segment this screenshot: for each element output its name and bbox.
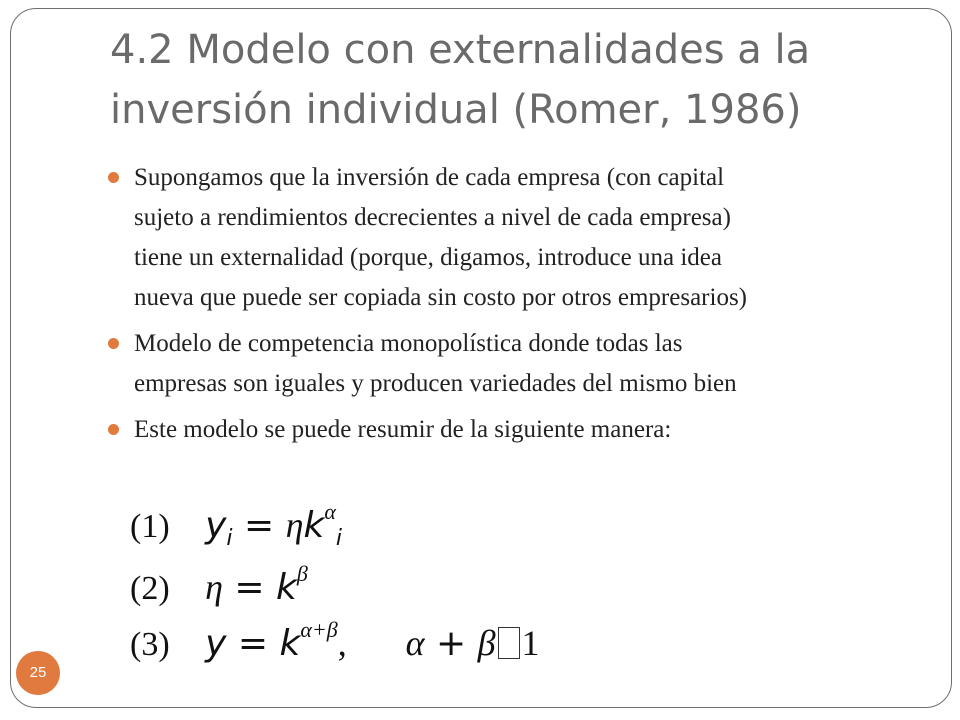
- eq-symbol: k: [276, 567, 297, 608]
- bullet-dot-icon: [108, 338, 119, 349]
- bullet-text: [134, 410, 926, 450]
- eq-symbol: ,: [337, 623, 347, 663]
- eq-exponent: α: [324, 499, 336, 524]
- eq-subscript: i: [335, 526, 343, 551]
- eq-symbol: k: [279, 623, 301, 664]
- equation-number: (3): [130, 626, 170, 663]
- eq-exponent: α+β: [300, 617, 338, 642]
- eq-symbol: α: [405, 623, 425, 663]
- equation-1: [130, 499, 343, 551]
- eq-symbol: η: [205, 567, 223, 607]
- bullet-text: [134, 158, 926, 318]
- equation-number: (2): [130, 570, 170, 607]
- bullet-dot-icon: [108, 424, 119, 435]
- eq-symbol: =: [234, 567, 265, 608]
- bullet-line: Modelo de competencia monopolística donde todas las: [134, 330, 683, 357]
- bullet-line: sujeto a rendimientos decrecientes a nivel de cada empresa): [134, 204, 731, 231]
- eq-symbol: +: [435, 623, 467, 664]
- bullet-list: [106, 158, 926, 456]
- missing-glyph-box-icon: [498, 627, 520, 659]
- bullet-text: [134, 324, 926, 404]
- title-line-1: 4.2 Modelo con externalidades a la: [110, 27, 811, 73]
- equation-3: [130, 617, 540, 664]
- eq-symbol: β: [477, 623, 496, 663]
- equation-number: (1): [130, 508, 170, 545]
- bullet-line: tiene un externalidad (porque, digamos, introduce una idea: [134, 244, 722, 271]
- eq-symbol: 1: [521, 623, 540, 663]
- title-line-2: inversión individual (Romer, 1986): [110, 87, 802, 133]
- eq-symbol: =: [244, 505, 275, 546]
- bullet-item: [106, 158, 926, 318]
- bullet-item: [106, 324, 926, 404]
- bullet-line: empresas son iguales y producen variedades del mismo bien: [134, 370, 737, 397]
- equation-2: [130, 561, 308, 608]
- eq-subscript: i: [226, 526, 233, 551]
- bullet-item: [106, 410, 926, 450]
- page-number-badge: 25: [16, 651, 60, 695]
- slide-title: [110, 20, 940, 140]
- eq-symbol: η: [285, 505, 304, 545]
- eq-symbol: y: [205, 623, 227, 664]
- eq-symbol: =: [237, 623, 269, 664]
- bullet-line: nueva que puede ser copiada sin costo por otros empresarios): [134, 284, 748, 311]
- eq-symbol: y: [205, 505, 227, 546]
- bullet-line: Este modelo se puede resumir de la siguiente manera:: [134, 416, 672, 443]
- bullet-dot-icon: [108, 172, 119, 183]
- eq-exponent: β: [296, 561, 308, 586]
- bullet-line: Supongamos que la inversión de cada empresa (con capital: [134, 164, 725, 191]
- eq-symbol: k: [303, 505, 325, 546]
